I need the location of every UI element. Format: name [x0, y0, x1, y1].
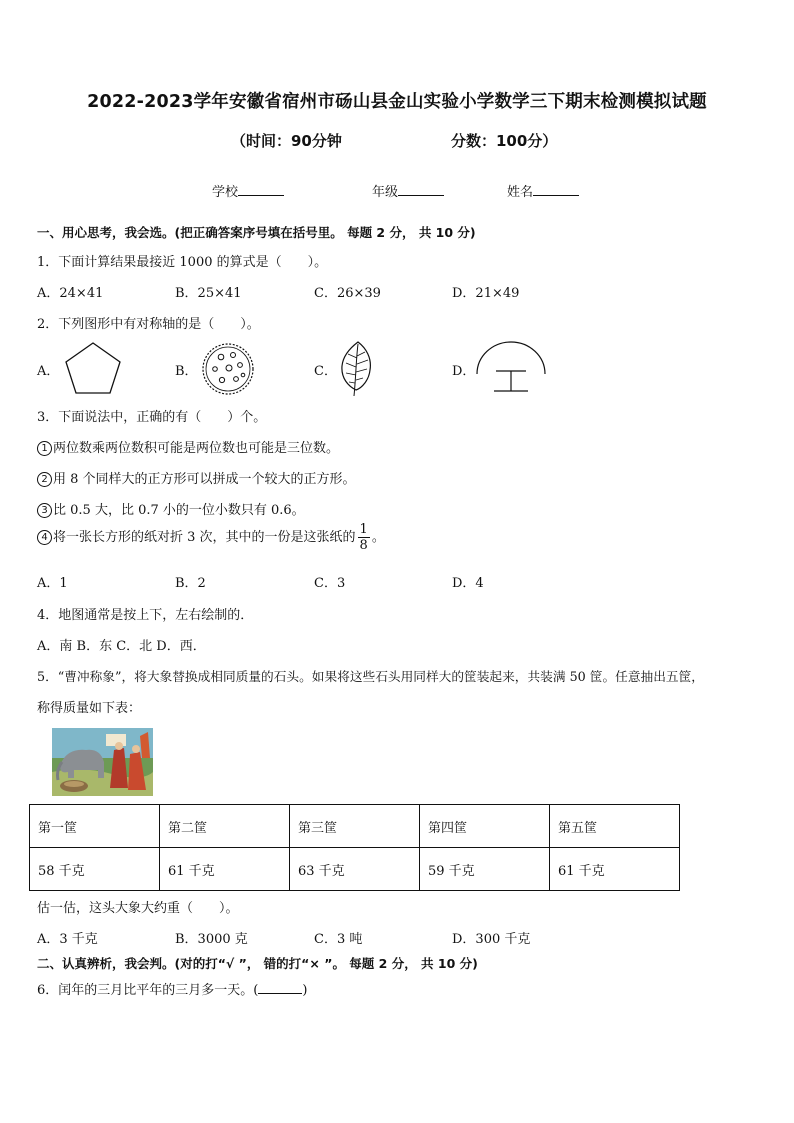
school-blank[interactable] [238, 182, 284, 196]
name-blank[interactable] [533, 182, 579, 196]
grade-blank[interactable] [398, 182, 444, 196]
q1-stem: 1．下面计算结果最接近 1000 的算式是（ ）。 [37, 255, 328, 270]
arch-icon [474, 340, 548, 396]
q5-option-b: B．3000 克 [175, 932, 248, 947]
table-header-cell: 第五筐 [550, 805, 680, 848]
q3-option-a: A．1 [37, 576, 68, 591]
q2-label-c: C． [314, 364, 337, 379]
exam-time: （时间：90分钟 [231, 132, 342, 150]
fraction: $\frac{1}{8}$ [359, 522, 368, 553]
circled-number: 2 [37, 472, 52, 487]
table-row [30, 805, 680, 848]
q3-option-c: C．3 [314, 576, 346, 591]
table-cell: 61 千克 [160, 848, 290, 891]
dotted-circle-icon [200, 341, 256, 397]
q1-option-c: C．26×39 [314, 286, 381, 301]
table-cell: 63 千克 [290, 848, 420, 891]
q2-label-a: A． [37, 364, 60, 379]
q1-option-a: A．24×41 [37, 286, 104, 301]
table-header-cell: 第一筐 [30, 805, 160, 848]
circled-number: 3 [37, 503, 52, 518]
grade-label: 年级 [372, 185, 399, 200]
school-field [212, 181, 284, 200]
weights-table [29, 804, 680, 891]
table-cell: 59 千克 [420, 848, 550, 891]
name-label: 姓名 [507, 185, 534, 200]
q3-statement-1: 1 两位数乘两位数积可能是两位数也可能是三位数。 [37, 437, 339, 456]
q5-stem-line1: 5．“曹冲称象”，将大象替换成相同质量的石头。如果将这些石头用同样大的筐装起来，共装满 50 筐。任意抽出五筐， [37, 669, 704, 684]
table-header-cell: 第二筐 [160, 805, 290, 848]
q3-stem: 3．下面说法中，正确的有（ ）个。 [37, 410, 267, 425]
name-field [507, 181, 579, 200]
q4-stem: 4．地图通常是按上下，左右绘制的． [37, 608, 254, 623]
school-label: 学校 [212, 185, 239, 200]
q1-option-d: D．21×49 [452, 286, 520, 301]
table-header-cell: 第四筐 [420, 805, 550, 848]
section2-heading: 二、认真辨析，我会判。(对的打“√ ”， 错的打“× ”。 每题 2 分， 共 10 分) [37, 956, 478, 971]
pentagon-icon [62, 340, 124, 396]
q4-options: A．南 B．东 C．北 D．西． [37, 639, 206, 654]
q5-option-d: D．300 千克 [452, 932, 531, 947]
q3-option-d: D．4 [452, 576, 484, 591]
q3-statement-4: 4 将一张长方形的纸对折 3 次，其中的一份是这张纸的 $\frac{1}{8}$ 。 [37, 522, 385, 553]
q2-stem: 2．下列图形中有对称轴的是（ ）。 [37, 317, 260, 332]
circled-number: 4 [37, 530, 52, 545]
table-cell: 61 千克 [550, 848, 680, 891]
q3-option-b: B．2 [175, 576, 206, 591]
q5-option-a: A．3 千克 [37, 932, 98, 947]
cao-chong-elephant-illustration [52, 728, 153, 796]
table-header-cell: 第三筐 [290, 805, 420, 848]
grade-field [372, 181, 444, 200]
q6-line: 6．闰年的三月比平年的三月多一天。( ) [37, 983, 308, 998]
table-row [30, 848, 680, 891]
q6-stem: 6．闰年的三月比平年的三月多一天。( [37, 983, 259, 998]
q5-option-c: C．3 吨 [314, 932, 363, 947]
q3-statement-3: 3 比 0.5 大，比 0.7 小的一位小数只有 0.6。 [37, 499, 305, 518]
leaf-icon [336, 340, 376, 398]
q2-label-b: B． [175, 364, 198, 379]
q3-statement-2: 2 用 8 个同样大的正方形可以拼成一个较大的正方形。 [37, 468, 356, 487]
section1-heading: 一、用心思考，我会选。(把正确答案序号填在括号里。 每题 2 分， 共 10 分) [37, 225, 476, 240]
page-title: 2022-2023学年安徽省宿州市砀山县金山实验小学数学三下期末检测模拟试题 [87, 92, 707, 112]
table-cell: 58 千克 [30, 848, 160, 891]
q6-answer-blank[interactable] [258, 981, 302, 994]
q5-question: 估一估，这头大象大约重（ ）。 [37, 901, 239, 916]
q5-stem-line2: 称得质量如下表： [37, 701, 142, 716]
exam-score: 分数：100分） [451, 132, 558, 150]
q1-option-b: B．25×41 [175, 286, 242, 301]
circled-number: 1 [37, 441, 52, 456]
q2-label-d: D． [452, 364, 476, 379]
